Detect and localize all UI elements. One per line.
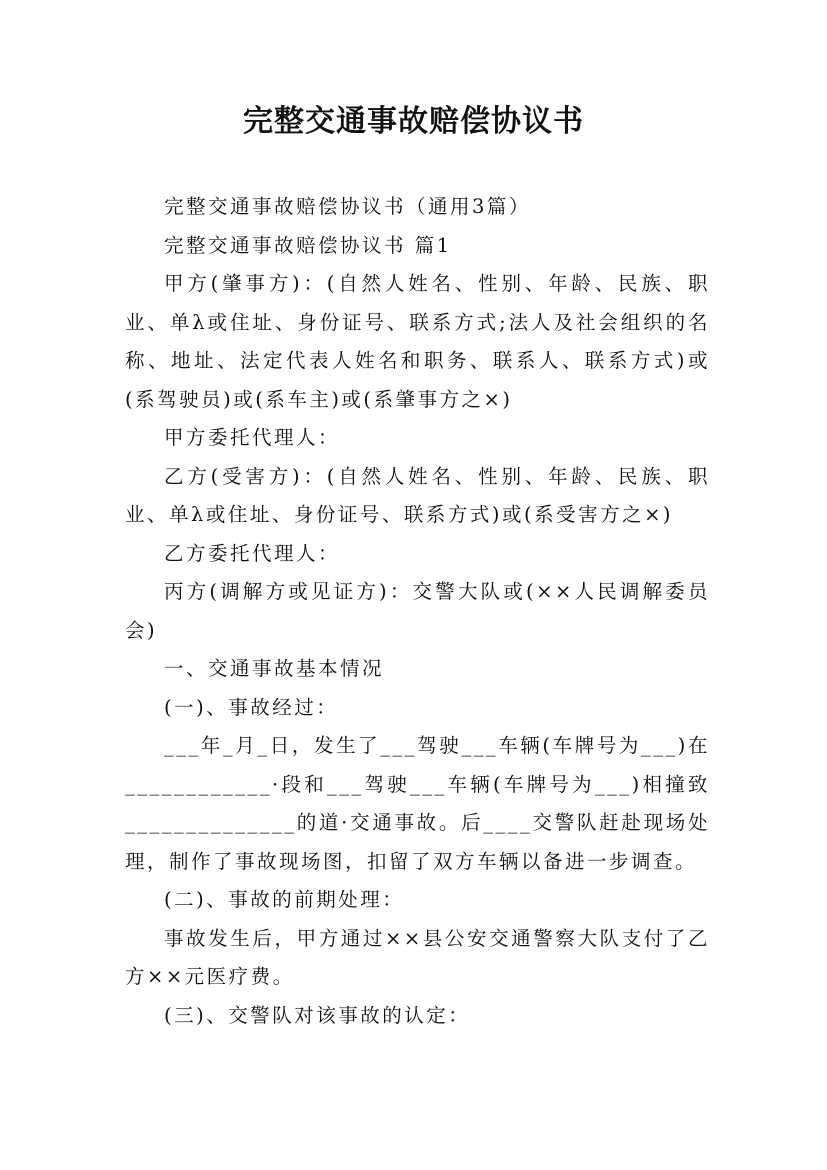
subsection-heading-accident-process: (一)、事故经过： — [164, 695, 339, 719]
subsection-heading-initial-handling: (二)、事故的前期处理： — [164, 888, 405, 911]
paragraph-party-a: 甲方(肇事方)：(自然人姓名、性别、年龄、民族、职业、单λ或住址、身份证号、联系方式;法人及社会组织的名称、地址、法定代表人姓名和职务、联系人、联系方式)或(系驾驶员)或(系车主)或(系肇事方之×) — [125, 272, 710, 411]
paragraph-heading-general: 完整交通事故赔偿协议书（通用3篇） — [164, 195, 531, 218]
section-heading-basic-info: 一、交通事故基本情况 — [164, 657, 385, 680]
paragraph-accident-process: ___年_月_日，发生了___驾驶___车辆(车牌号为___)在____________·段和___驾驶___车辆(车牌号为___)相撞致______________的道·交通事故。后____交警队赶赴现场处理，制作了事故现场图，扣留了双方车辆以备进一步调查。 — [125, 734, 710, 873]
paragraph-heading-part-1: 完整交通事故赔偿协议书 篇1 — [164, 233, 452, 257]
paragraph-party-b: 乙方(受害方)：(自然人姓名、性别、年龄、民族、职业、单λ或住址、身份证号、联系方式)或(系受害方之×) — [125, 464, 710, 526]
paragraph-initial-handling: 事故发生后，甲方通过××县公安交通警察大队支付了乙方××元医疗费。 — [125, 926, 710, 988]
paragraph-party-a-agent: 甲方委托代理人： — [164, 426, 341, 449]
document-body — [125, 188, 710, 1035]
subsection-heading-police-determination: (三)、交警队对该事故的认定： — [164, 1003, 471, 1027]
paragraph-party-b-agent: 乙方委托代理人： — [164, 541, 341, 565]
document-title: 完整交通事故赔偿协议书 — [243, 104, 584, 139]
paragraph-party-c: 丙方(调解方或见证方)：交警大队或(××人民调解委员会) — [125, 580, 710, 642]
